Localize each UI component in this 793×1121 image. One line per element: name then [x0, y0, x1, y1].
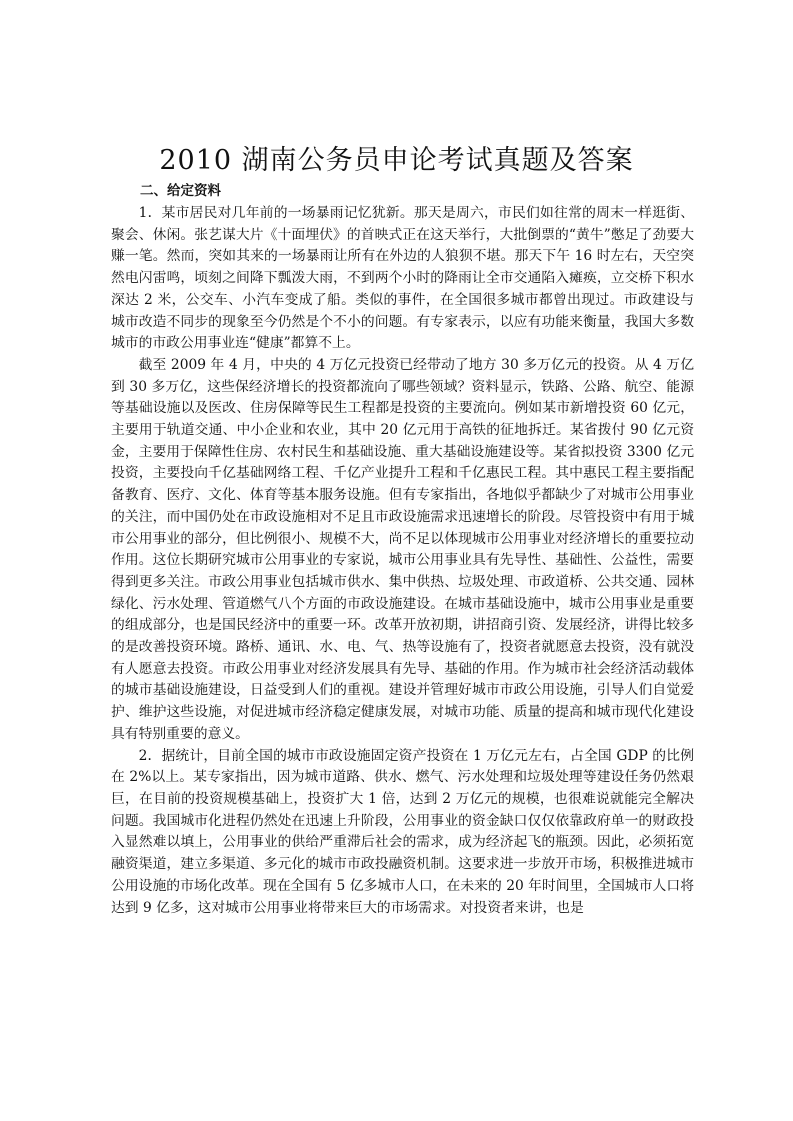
section-heading: 二、给定资料: [140, 183, 221, 199]
paragraph: 截至 2009 年 4 月，中央的 4 万亿元投资已经带动了地方 30 多万亿元的投资。从 4 万亿到 30 多万亿，这些保经济增长的投资都流向了哪些领域？资料显示，铁路、公路、航空、能源等基础设施以及医改、住房保障等民生工程都是投资的主要流向。例如某市新增投资 60 亿元，主要用于轨道交通、中小企业和农业，其中 20 亿元用于高铁的征地拆迁。某省拨付 90 亿元资金，主要用于保障性住房、农村民生和基础设施、重大基础设施建设等。某省拟投资 3300 亿元投资，主要投向千亿基础网络工程、千亿产业提升工程和千亿惠民工程。其中惠民工程主要指配备教育、医疗、文化、体育等基本服务设施。但有专家指出，各地似乎都缺少了对城市公用事业的关注，而中国仍处在市政设施相对不足且市政设施需求迅速增长的阶段。尽管投资中有用于城市公用事业的部分，但比例很小、规模不大，尚不足以体现城市公用事业对经济增长的重要拉动作用。这位长期研究城市公用事业的专家说，城市公用事业具有先导性、基础性、公益性，需要得到更多关注。市政公用事业包括城市供水、集中供热、垃圾处理、市政道桥、公共交通、园林绿化、污水处理、管道燃气八个方面的市政设施建设。在城市基础设施中，城市公用事业是重要的组成部分，也是国民经济中的重要一环。改革开放初期，讲招商引资、发展经济，讲得比较多的是改善投资环境。路桥、通讯、水、电、气、热等设施有了，投资者就愿意去投资，没有就没有人愿意去投资。市政公用事业对经济发展具有先导、基础的作用。作为城市社会经济活动载体的城市基础设施建设，日益受到人们的重视。建设并管理好城市市政公用设施，引导人们自觉爱护、维护这些设施，对促进城市经济稳定健康发展，对城市功能、质量的提高和城市现代化建设具有特别重要的意义。: [111, 356, 694, 742]
document-title: 2010 湖南公务员申论考试真题及答案: [159, 145, 634, 176]
paragraph: 2．据统计，目前全国的城市市政设施固定资产投资在 1 万亿元左右，占全国 GDP 的比例在 2%以上。某专家指出，因为城市道路、供水、燃气、污水处理和垃圾处理等建设任务仍然艰巨，在目前的投资规模基础上，投资扩大 1 倍，达到 2 万亿元的规模，也很难说就能完全解决问题。我国城市化进程仍然处在迅速上升阶段，公用事业的资金缺口仅仅依靠政府单一的财政投入显然难以填上，公用事业的供给严重滞后社会的需求，成为经济起飞的瓶颈。因此，必须拓宽融资渠道，建立多渠道、多元化的城市市政投融资机制。这要求进一步放开市场，积极推进城市公用设施的市场化改革。现在全国有 5 亿多城市人口，在未来的 20 年时间里，全国城市人口将达到 9 亿多，这对城市公用事业将带来巨大的市场需求。对投资者来讲，也是: [111, 747, 694, 916]
paragraph: 1．某市居民对几年前的一场暴雨记忆犹新。那天是周六，市民们如往常的周末一样逛街、聚会、休闲。张艺谋大片《十面埋伏》的首映式正在这天举行，大批倒票的“黄牛”憋足了劲要大赚一笔。然而，突如其来的一场暴雨让所有在外边的人狼狈不堪。那天下午 16 时左右，天空突然电闪雷鸣，顷刻之间降下瓢泼大雨，不到两个小时的降雨让全市交通陷入瘫痪，立交桥下积水深达 2 米，公交车、小汽车变成了船。类似的事件，在全国很多城市都曾出现过。市政建设与城市改造不同步的现象至今仍然是个不小的问题。有专家表示，以应有功能来衡量，我国大多数城市的市政公用事业连“健康”都算不上。: [111, 205, 694, 352]
document-body: [111, 203, 694, 919]
